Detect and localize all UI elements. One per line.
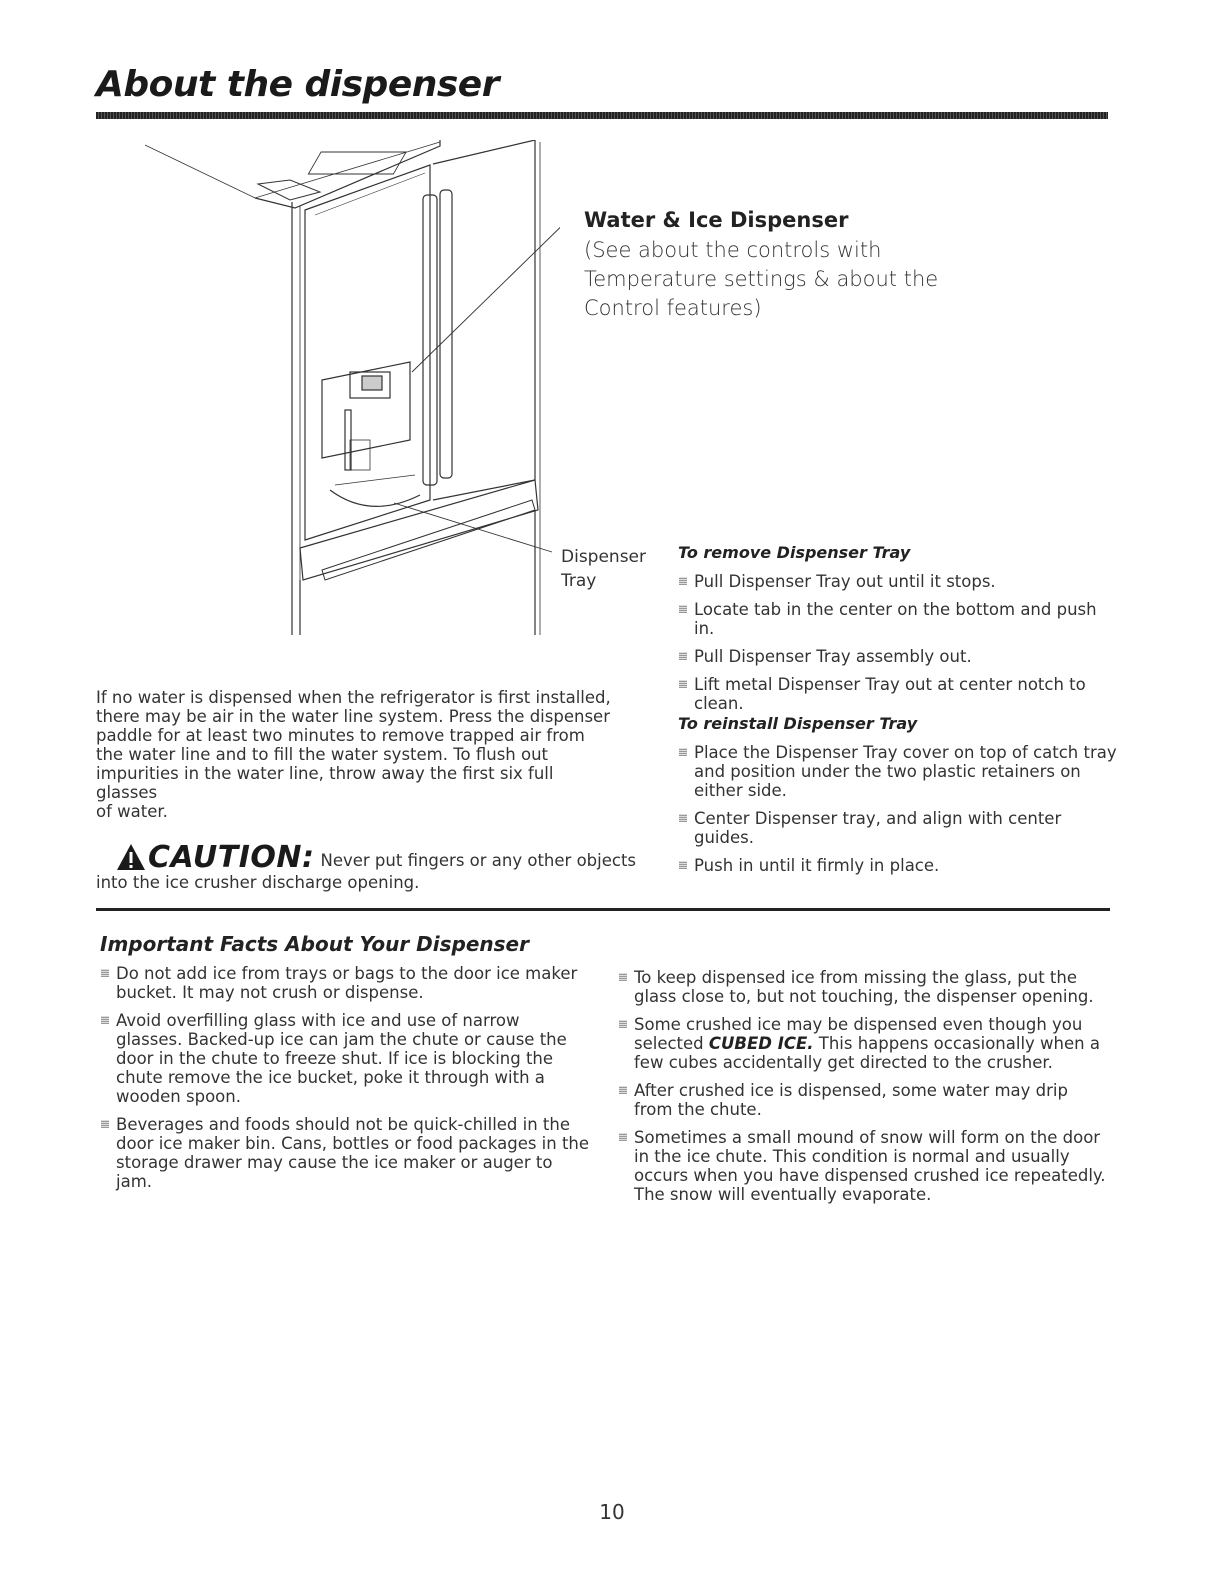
intro-paragraph: [96, 688, 616, 821]
list-item-text: Push in until it firmly in place.: [694, 856, 940, 875]
remove-tray-heading: To remove Dispenser Tray: [678, 543, 911, 562]
bullet-icon: [101, 1120, 109, 1128]
list-item: [678, 647, 1118, 666]
bullet-icon: [619, 1133, 627, 1141]
caution-text-line1: Never put fingers or any other objects: [320, 851, 637, 870]
bullet-icon: [679, 814, 687, 822]
bullet-icon: [619, 1086, 627, 1094]
list-item: [678, 856, 1118, 875]
list-item: [618, 1081, 1108, 1119]
section-divider: [96, 908, 1110, 911]
callout-line: Control features): [584, 296, 762, 320]
bullet-icon: [679, 652, 687, 660]
callout-line: Temperature settings & about the: [584, 267, 939, 291]
bullet-icon: [679, 861, 687, 869]
list-item: [618, 1015, 1108, 1072]
caution-block: [96, 840, 637, 892]
list-item-text: Pull Dispenser Tray out until it stops.: [694, 572, 996, 591]
facts-left-list: [100, 964, 590, 1200]
list-item-text: Some crushed ice may be dispensed even though you selected: [634, 1015, 1083, 1053]
list-item-text: Beverages and foods should not be quick-chilled in the door ice maker bin. Cans, bottles or food packages in the storage drawer may cause the ice maker or auger to jam.: [116, 1115, 590, 1191]
page-title: About the dispenser: [96, 64, 499, 105]
list-item: [678, 743, 1118, 800]
list-item-text: Avoid overfilling glass with ice and use of narrow glasses. Backed-up ice can jam the chute or cause the door in the chute to freeze shut. If ice is blocking the chute remove the ice bucket, poke it through with a wooden spoon.: [116, 1011, 567, 1106]
bullet-icon: [101, 969, 109, 977]
reinstall-tray-steps: [678, 743, 1118, 884]
list-item: [100, 964, 590, 1002]
list-item: [678, 675, 1118, 713]
callout-line: (See about the controls with: [584, 238, 882, 262]
tray-label-line: Dispenser: [561, 547, 646, 567]
list-item: [100, 1011, 590, 1106]
list-item: [678, 809, 1118, 847]
dispenser-callout-description: [584, 236, 984, 323]
list-item-text: Locate tab in the center on the bottom and push in.: [694, 600, 1097, 638]
intro-line: of water.: [96, 802, 168, 821]
list-item: [678, 572, 1118, 591]
list-item: [618, 1128, 1108, 1204]
cubed-ice-emphasis: CUBED ICE.: [708, 1034, 814, 1053]
bullet-icon: [619, 973, 627, 981]
bullet-icon: [101, 1016, 109, 1024]
list-item-text: Lift metal Dispenser Tray out at center notch to clean.: [694, 675, 1086, 713]
bullet-icon: [679, 680, 687, 688]
title-rule: [96, 112, 1108, 119]
dispenser-callout-title: Water & Ice Dispenser: [584, 208, 849, 232]
facts-right-list: [618, 968, 1108, 1213]
list-item: [678, 600, 1118, 638]
list-item-text: Pull Dispenser Tray assembly out.: [694, 647, 972, 666]
bullet-icon: [679, 748, 687, 756]
list-item-text: This happens occasionally when a few cubes accidentally get directed to the crusher.: [634, 1034, 1100, 1072]
list-item-text: To keep dispensed ice from missing the glass, put the glass close to, but not touching, the dispenser opening.: [634, 968, 1094, 1006]
intro-line: impurities in the water line, throw away the first six full glasses: [96, 764, 554, 802]
list-item-text: Center Dispenser tray, and align with center guides.: [694, 809, 1062, 847]
intro-line: there may be air in the water line system. Press the dispenser: [96, 707, 610, 726]
intro-line: If no water is dispensed when the refrigerator is first installed,: [96, 688, 611, 707]
caution-text-line2: into the ice crusher discharge opening.: [96, 873, 420, 892]
intro-line: the water line and to fill the water system. To flush out: [96, 745, 549, 764]
bullet-icon: [619, 1020, 627, 1028]
list-item-text: Do not add ice from trays or bags to the door ice maker bucket. It may not crush or dispense.: [116, 964, 578, 1002]
dispenser-tray-label: [561, 545, 646, 593]
bullet-icon: [679, 577, 687, 585]
page-number: 10: [599, 1500, 625, 1524]
list-item: [100, 1115, 590, 1191]
list-item-text: Sometimes a small mound of snow will form on the door in the ice chute. This condition is normal and usually occurs when you have dispensed crushed ice repeatedly. The snow will eventually evaporate.: [634, 1128, 1106, 1204]
warning-triangle-icon: [116, 843, 146, 871]
caution-line: [116, 840, 636, 875]
intro-line: paddle for at least two minutes to remove trapped air from: [96, 726, 585, 745]
bullet-icon: [679, 605, 687, 613]
facts-heading: Important Facts About Your Dispenser: [100, 932, 529, 956]
tray-label-line: Tray: [561, 571, 597, 591]
remove-tray-steps: [678, 572, 1118, 722]
list-item: [618, 968, 1108, 1006]
list-item-text: After crushed ice is dispensed, some water may drip from the chute.: [634, 1081, 1068, 1119]
list-item-text: Place the Dispenser Tray cover on top of catch tray and position under the two plastic retainers on either side.: [694, 743, 1117, 800]
refrigerator-illustration: [140, 140, 560, 650]
reinstall-tray-heading: To reinstall Dispenser Tray: [678, 714, 918, 733]
caution-word: CAUTION:: [148, 840, 315, 875]
